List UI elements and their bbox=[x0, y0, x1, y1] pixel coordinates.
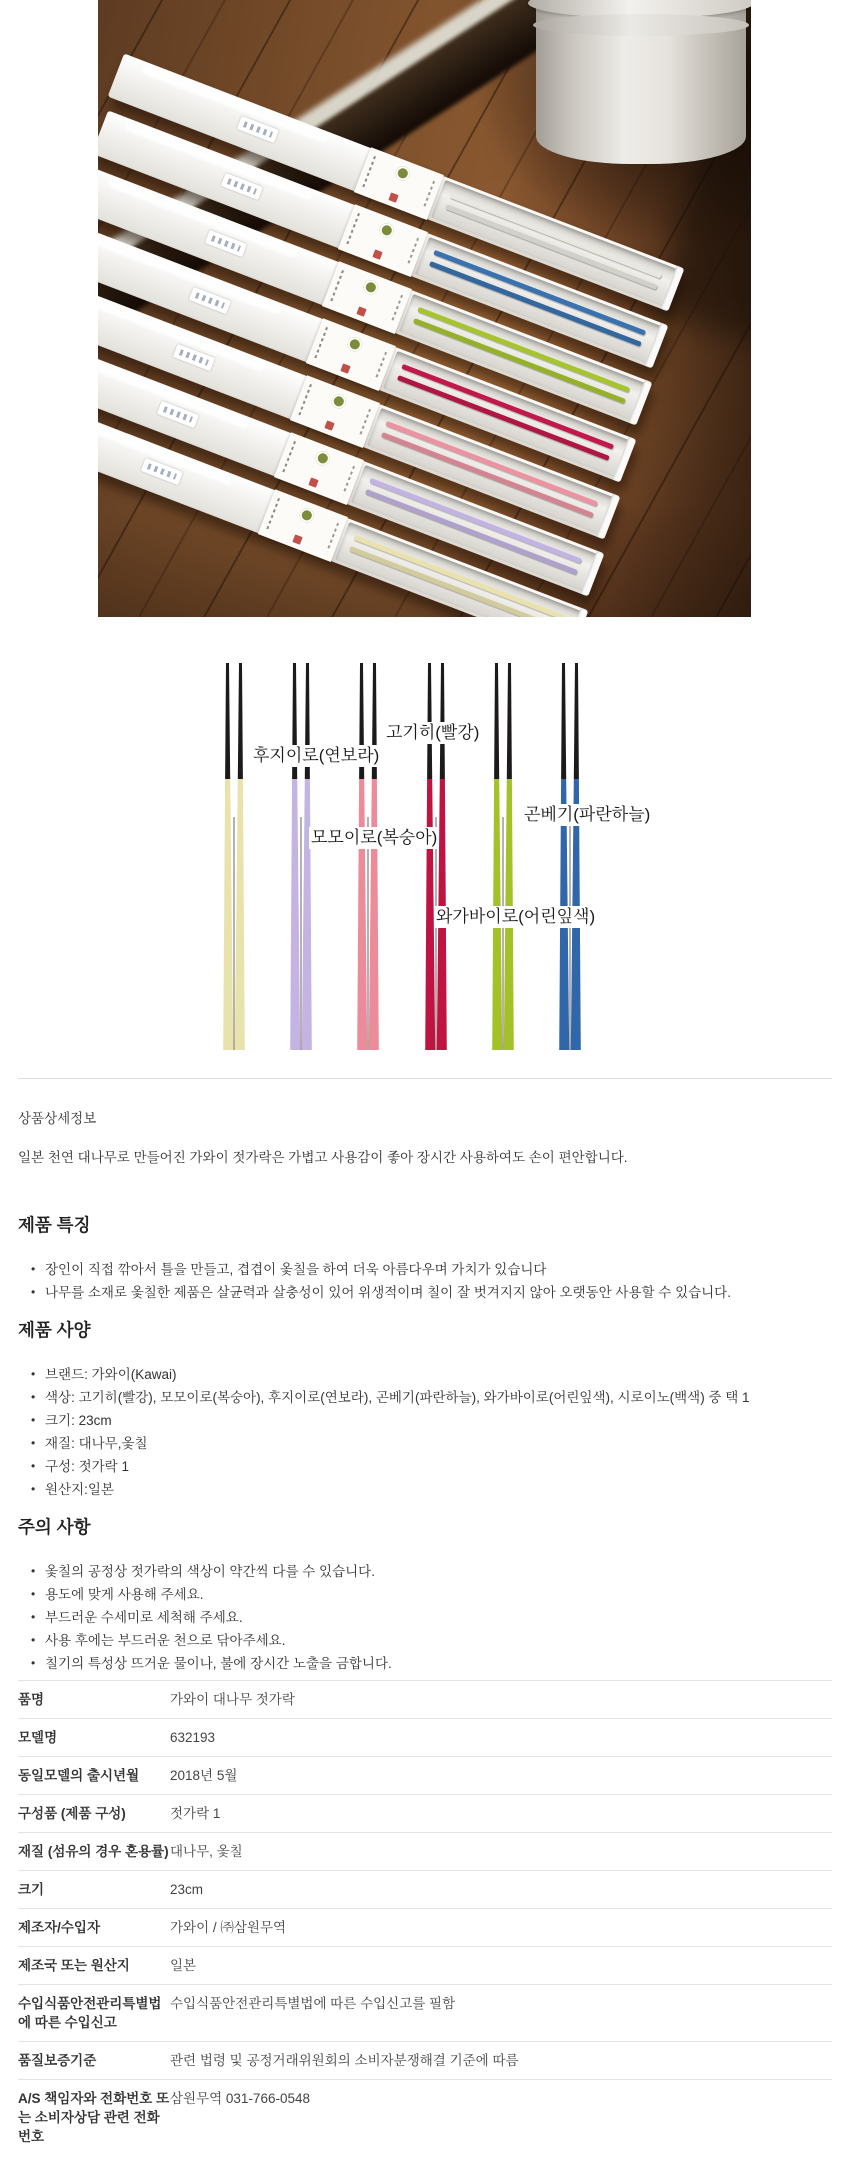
spec-row bbox=[18, 1985, 832, 2042]
spec-row bbox=[18, 1795, 832, 1833]
bullet-item: • 색상: 고기히(빨강), 모모이로(복숭아), 후지이로(연보라), 곤베기(파란하늘), 와가바이로(어린잎색), 시로이노(백색) 중 택 1 bbox=[45, 1386, 832, 1409]
spec-label: 제조국 또는 원산지 bbox=[18, 1958, 130, 1973]
chopstick-tip-shiroino bbox=[238, 663, 243, 779]
bullet-item: • 구성: 젓가락 1 bbox=[45, 1455, 832, 1478]
spec-row bbox=[18, 2080, 832, 2156]
spec-value: 관련 법령 및 공정거래위원회의 소비자분쟁해결 기준에 따름 bbox=[170, 2053, 519, 2068]
spec-row bbox=[18, 1871, 832, 1909]
spec-value: 수입식품안전관리특별법에 따른 수입신고를 필함 bbox=[170, 1996, 456, 2011]
spec-value: 632193 bbox=[170, 1730, 216, 1745]
chopstick-box-stack bbox=[98, 0, 751, 617]
red-stamp bbox=[388, 192, 398, 202]
bullet-item: • 옻칠의 공정상 젓가락의 색상이 약간씩 다를 수 있습니다. bbox=[45, 1560, 832, 1583]
red-stamp bbox=[340, 363, 350, 373]
cautions-heading: 주의 사항 bbox=[18, 1517, 91, 1537]
spec-row bbox=[18, 2042, 832, 2080]
detail-content bbox=[0, 1078, 850, 2155]
bullet-item: • 칠기의 특성상 뜨거운 물이나, 불에 장시간 노출을 금합니다. bbox=[45, 1652, 832, 1675]
color-label-fujiiro: 후지이로(연보라) bbox=[253, 746, 380, 765]
chopstick-tip-kokihi bbox=[427, 663, 432, 779]
brand-logo-seal bbox=[330, 392, 348, 410]
spec-value: 삼원무역 031-766-0548 bbox=[170, 2091, 310, 2106]
spec-label: 제조자/수입자 bbox=[18, 1920, 100, 1935]
section-divider bbox=[18, 1078, 832, 1079]
chopstick-body-momoiro bbox=[357, 779, 367, 1050]
spec-label: 모델명 bbox=[18, 1730, 58, 1745]
product-photo bbox=[98, 0, 751, 617]
red-stamp bbox=[372, 249, 382, 259]
spec-label: A/S 책임자와 전화번호 또는 소비자상담 관련 전화번호 bbox=[18, 2091, 170, 2144]
bullet-item: • 부드러운 수세미로 세척해 주세요. bbox=[45, 1606, 832, 1629]
spec-value: 가와이 / ㈜삼원무역 bbox=[170, 1920, 287, 1935]
bullet-item: • 재질: 대나무,옻칠 bbox=[45, 1432, 832, 1455]
spec-label: 수입식품안전관리특별법에 따른 수입신고 bbox=[18, 1996, 162, 2030]
chopstick-body-shiroino bbox=[235, 779, 245, 1050]
spec-row bbox=[18, 1757, 832, 1795]
brand-logo-seal bbox=[394, 164, 412, 182]
chopstick-body-momoiro bbox=[369, 779, 379, 1050]
bullet-item: • 크기: 23cm bbox=[45, 1409, 832, 1432]
cautions-list bbox=[18, 1560, 832, 1675]
bullet-item: • 브랜드: 가와이(Kawai) bbox=[45, 1363, 832, 1386]
chopstick-tip-wakabairo bbox=[494, 663, 499, 779]
spec-label: 동일모델의 출시년월 bbox=[18, 1768, 140, 1783]
red-stamp bbox=[308, 477, 318, 487]
spec-label: 구성품 (제품 구성) bbox=[18, 1806, 126, 1821]
spec-label: 품질보증기준 bbox=[18, 2053, 97, 2068]
spec-value: 23cm bbox=[170, 1882, 204, 1897]
chopstick-body-shiroino bbox=[223, 779, 233, 1050]
features-list bbox=[18, 1258, 832, 1304]
spec-value: 일본 bbox=[170, 1958, 197, 1973]
chopstick-tip-konbegi bbox=[574, 663, 579, 779]
red-stamp bbox=[292, 534, 302, 544]
features-heading: 제품 특징 bbox=[18, 1215, 91, 1235]
specs-list bbox=[18, 1363, 832, 1501]
brand-logo-seal bbox=[346, 335, 364, 353]
color-label-kokihi: 고기히(빨강) bbox=[386, 723, 480, 742]
brand-logo-seal bbox=[314, 449, 332, 467]
detail-section-title: 상품상세정보 bbox=[18, 1111, 97, 1126]
brand-logo-seal bbox=[378, 221, 396, 239]
chopstick-tip-konbegi bbox=[561, 663, 566, 779]
spec-label: 품명 bbox=[18, 1692, 45, 1707]
brand-logo-seal bbox=[298, 506, 316, 524]
spec-value: 2018년 5월 bbox=[170, 1768, 238, 1783]
red-stamp bbox=[324, 420, 334, 430]
intro-paragraph: 일본 천연 대나무로 만들어진 가와이 젓가락은 가볍고 사용감이 좋아 장시간 사용하여도 손이 편안합니다. bbox=[18, 1150, 628, 1165]
specs-heading: 제품 사양 bbox=[18, 1320, 91, 1340]
color-illustration bbox=[0, 617, 850, 1078]
color-label-momoiro: 모모이로(복숭아) bbox=[311, 828, 438, 847]
spec-row bbox=[18, 1909, 832, 1947]
bullet-item: • 사용 후에는 부드러운 천으로 닦아주세요. bbox=[45, 1629, 832, 1652]
color-label-wakabairo: 와가바이로(어린잎색) bbox=[436, 907, 596, 926]
spec-label: 크기 bbox=[18, 1882, 45, 1897]
chopstick-tip-wakabairo bbox=[507, 663, 512, 779]
spec-label: 재질 (섬유의 경우 혼용률) bbox=[18, 1844, 169, 1859]
red-stamp bbox=[356, 306, 366, 316]
bullet-item: • 용도에 맞게 사용해 주세요. bbox=[45, 1583, 832, 1606]
spec-row bbox=[18, 1947, 832, 1985]
spec-table bbox=[18, 1680, 832, 2155]
spec-value: 대나무, 옻칠 bbox=[170, 1844, 243, 1859]
spec-value: 가와이 대나무 젓가락 bbox=[170, 1692, 295, 1707]
bullet-item: • 장인이 직접 깎아서 틀을 만들고, 겹겹이 옻칠을 하여 더욱 아름다우며 가치가 있습니다 bbox=[45, 1258, 832, 1281]
spec-value: 젓가락 1 bbox=[170, 1806, 221, 1821]
spec-row bbox=[18, 1719, 832, 1757]
bullet-item: • 원산지:일본 bbox=[45, 1478, 832, 1501]
chopstick-tip-kokihi bbox=[440, 663, 445, 779]
bullet-item: • 나무를 소재로 옻칠한 제품은 살균력과 살충성이 있어 위생적이며 칠이 잘 벗겨지지 않아 오랫동안 사용할 수 있습니다. bbox=[45, 1281, 832, 1304]
chopstick-body-fujiiro bbox=[302, 779, 312, 1050]
brand-logo-seal bbox=[362, 278, 380, 296]
chopstick-body-fujiiro bbox=[290, 779, 300, 1050]
chopstick-tip-shiroino bbox=[225, 663, 230, 779]
color-label-konbegi: 곤베기(파란하늘) bbox=[524, 805, 651, 824]
spec-row bbox=[18, 1833, 832, 1871]
spec-row bbox=[18, 1681, 832, 1719]
